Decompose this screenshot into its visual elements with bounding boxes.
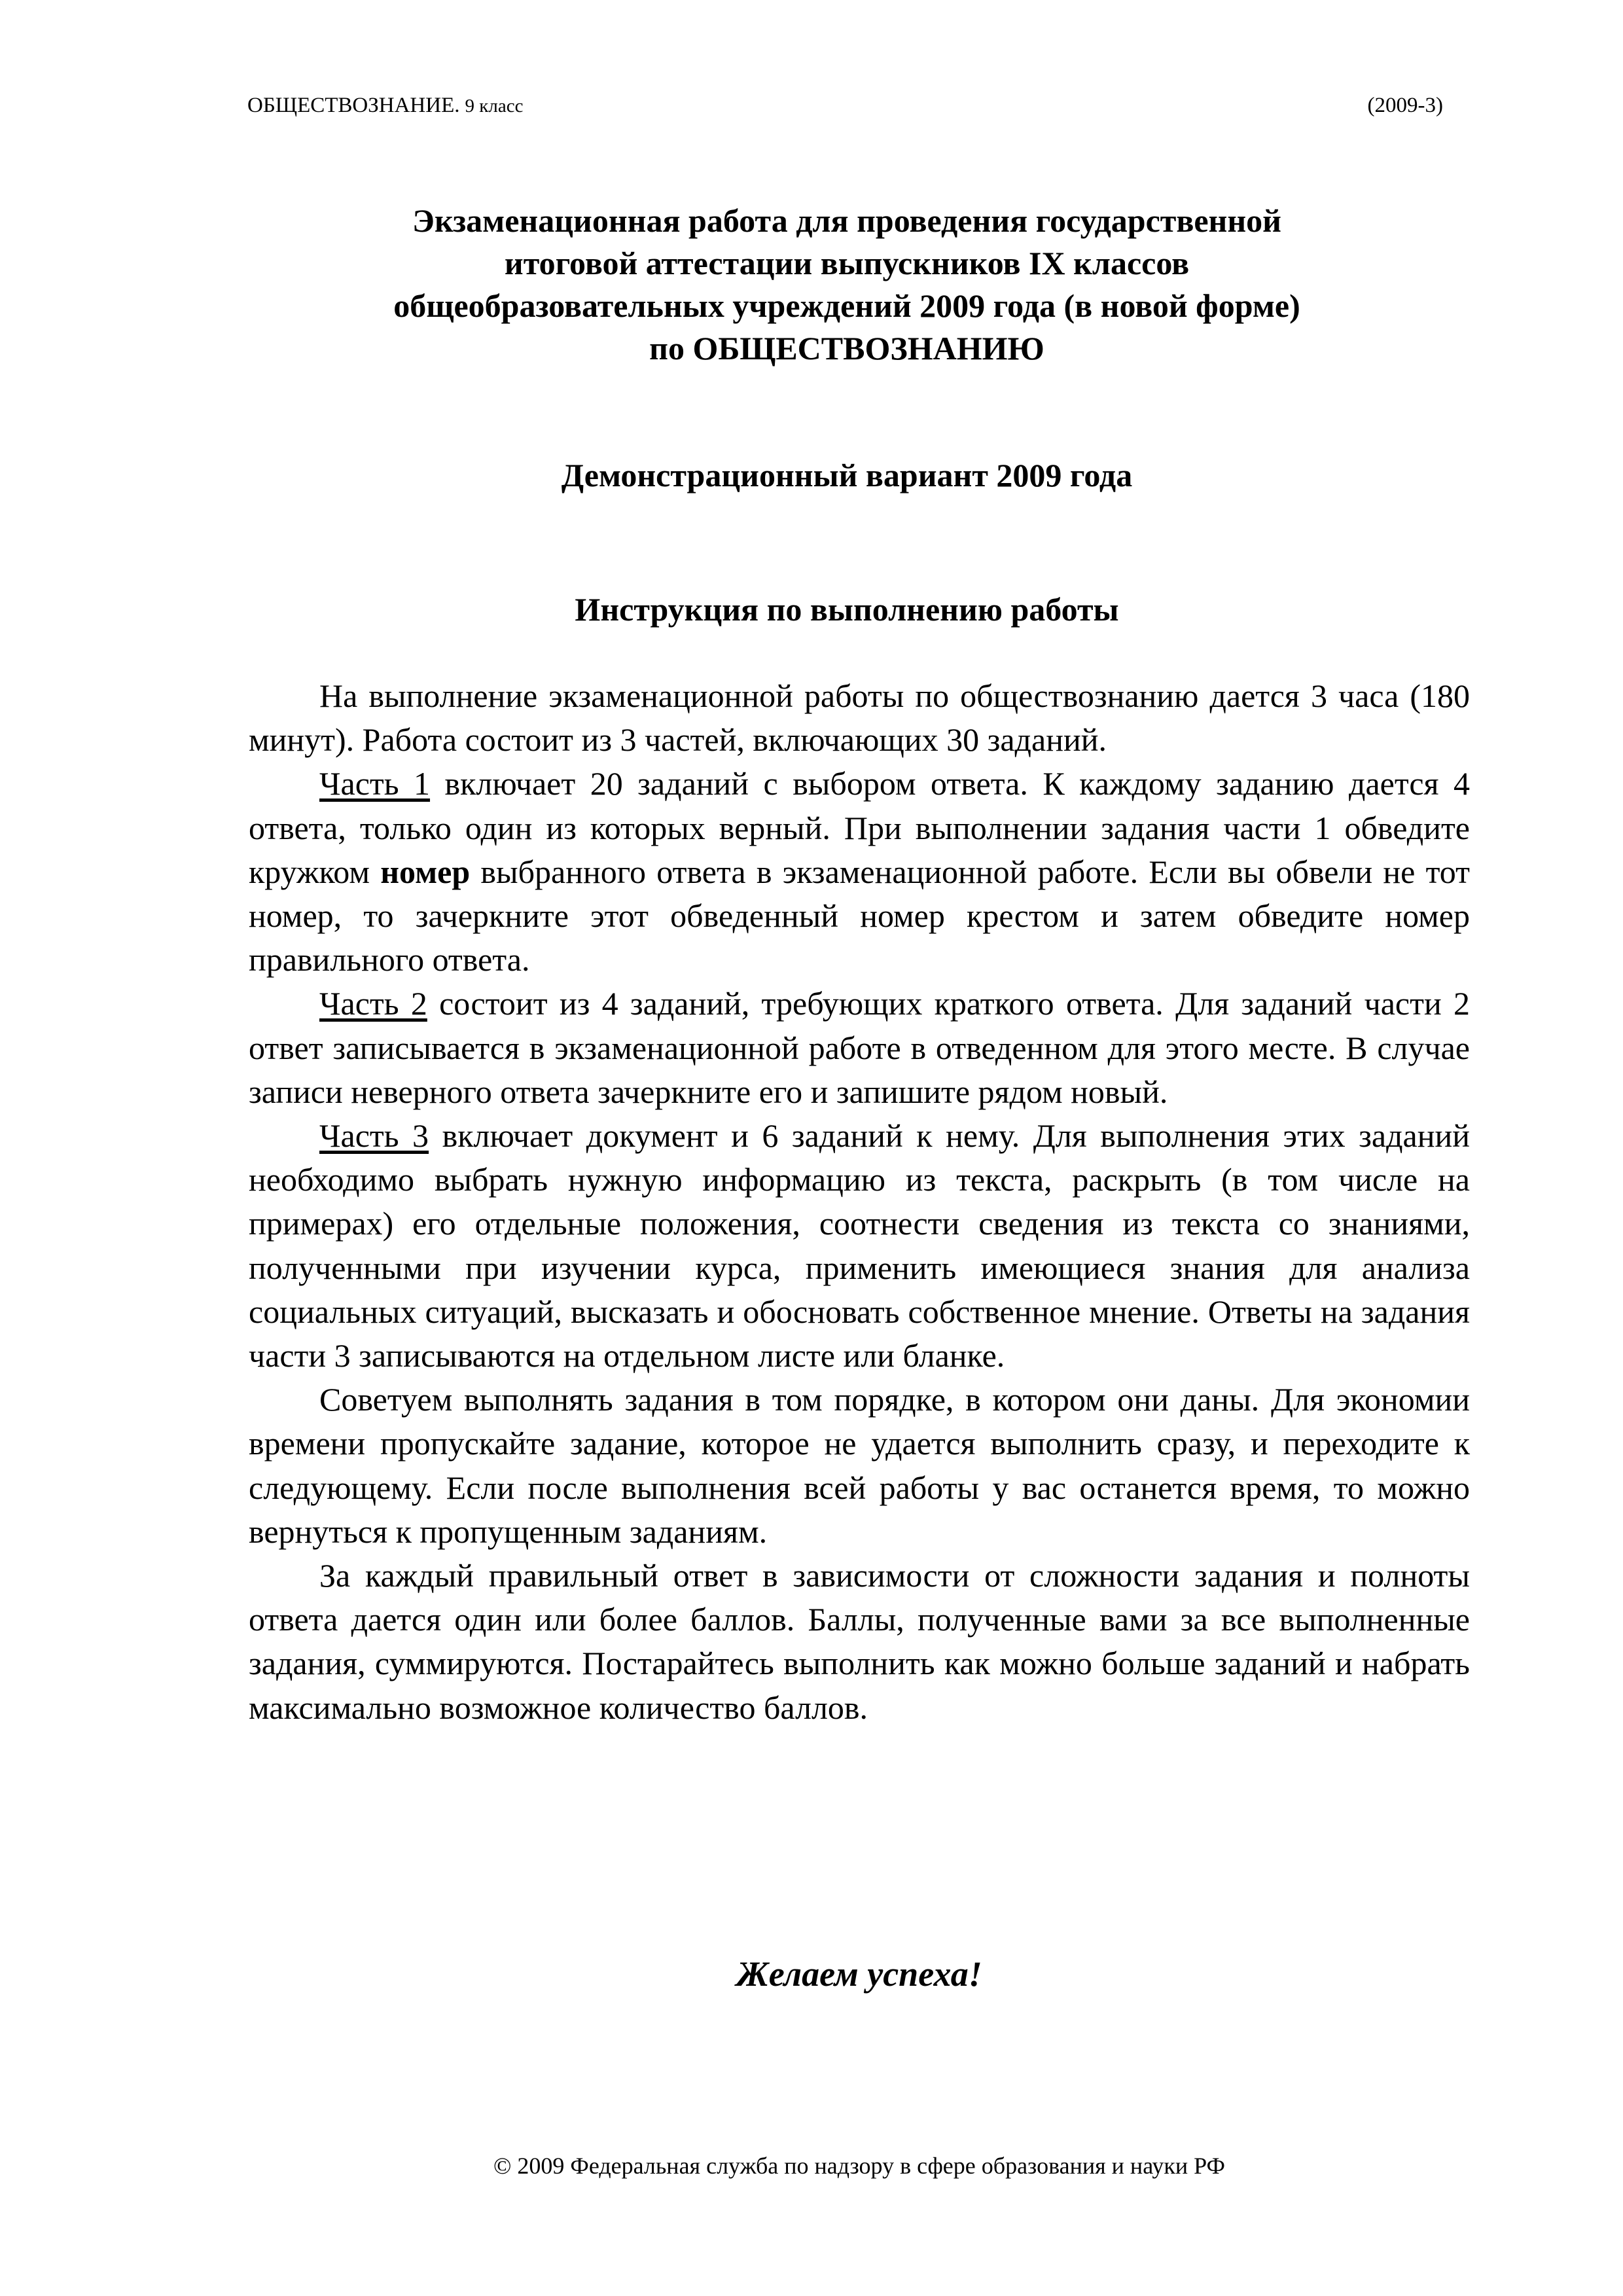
grade-label: 9 класс — [465, 96, 524, 117]
page-header-subject — [247, 94, 523, 118]
title-line-4: по ОБЩЕСТВОЗНАНИЮ — [649, 330, 1044, 367]
subject-name: ОБЩЕСТВОЗНАНИЕ. — [247, 94, 460, 117]
part-1-label: Часть 1 — [319, 765, 431, 802]
part-1-text-a: включает 20 заданий с выбором ответа. К каждому заданию дается 4 ответа, только один из которых верный. При выполнении задания части 1 обведите кружком — [249, 765, 1470, 890]
paragraph-part-1 — [249, 762, 1470, 982]
document-code: (2009-3) — [1367, 94, 1443, 117]
paragraph-scoring: За каждый правильный ответ в зависимости от сложности задания и полноты ответа дается один или более баллов. Баллы, полученные вами за все выполненные задания, суммируются. Постарайтесь выполнить как можно больше заданий и набрать максимально возможное количество баллов. — [249, 1557, 1470, 1726]
paragraph-advice: Советуем выполнять задания в том порядке, в котором они даны. Для экономии времени пропускайте задание, которое не удается выполнить сразу, и переходите к следующему. Если после выполнения всей работы у вас останется время, то можно вернуться к пропущенным заданиям. — [249, 1381, 1470, 1550]
paragraph-part-2 — [249, 982, 1470, 1114]
emphasis-number: номер — [380, 853, 471, 890]
part-3-text: включает документ и 6 заданий к нему. Для выполнения этих заданий необходимо выбрать нужную информацию из текста, раскрыть (в том числе на примерах) его отдельные положения, соотнести сведения из текста со знаниями, полученными при изучении курса, применить имеющиеся знания для анализа социальных ситуаций, высказать и обосновать собственное мнение. Ответы на задания части 3 записываются на отдельном листе или бланке. — [249, 1117, 1470, 1374]
part-1-text-b: выбранного ответа в экзаменационной работе. Если вы обвели не тот номер, то зачеркните этот обведенный номер крестом и затем обведите номер правильного ответа. — [249, 853, 1470, 978]
part-3-label: Часть 3 — [319, 1117, 429, 1155]
part-2-label: Часть 2 — [319, 985, 427, 1022]
demo-variant-heading: Демонстрационный вариант 2009 года — [561, 457, 1133, 493]
document-title — [249, 200, 1445, 370]
part-2-text: состоит из 4 заданий, требующих краткого ответа. Для заданий части 2 ответ записывается в экзаменационной работе в отведенном для этого месте. В случае записи неверного ответа зачеркните его и запишите рядом новый. — [249, 985, 1470, 1110]
paragraph-intro: На выполнение экзаменационной работы по обществознанию дается 3 часа (180 минут). Работа состоит из 3 частей, включающих 30 заданий. — [249, 677, 1470, 759]
title-line-3: общеобразовательных учреждений 2009 года (в новой форме) — [393, 287, 1300, 324]
instructions-body — [249, 674, 1470, 1730]
instructions-heading: Инструкция по выполнению работы — [575, 591, 1119, 628]
copyright-footer: © 2009 Федеральная служба по надзору в сфере образования и науки РФ — [493, 2153, 1225, 2179]
title-line-1: Экзаменационная работа для проведения государственной — [412, 202, 1281, 239]
good-luck-wish: Желаем успеха! — [736, 1954, 982, 1994]
title-line-2: итоговой аттестации выпускников IX классов — [504, 245, 1190, 281]
paragraph-part-3 — [249, 1114, 1470, 1378]
